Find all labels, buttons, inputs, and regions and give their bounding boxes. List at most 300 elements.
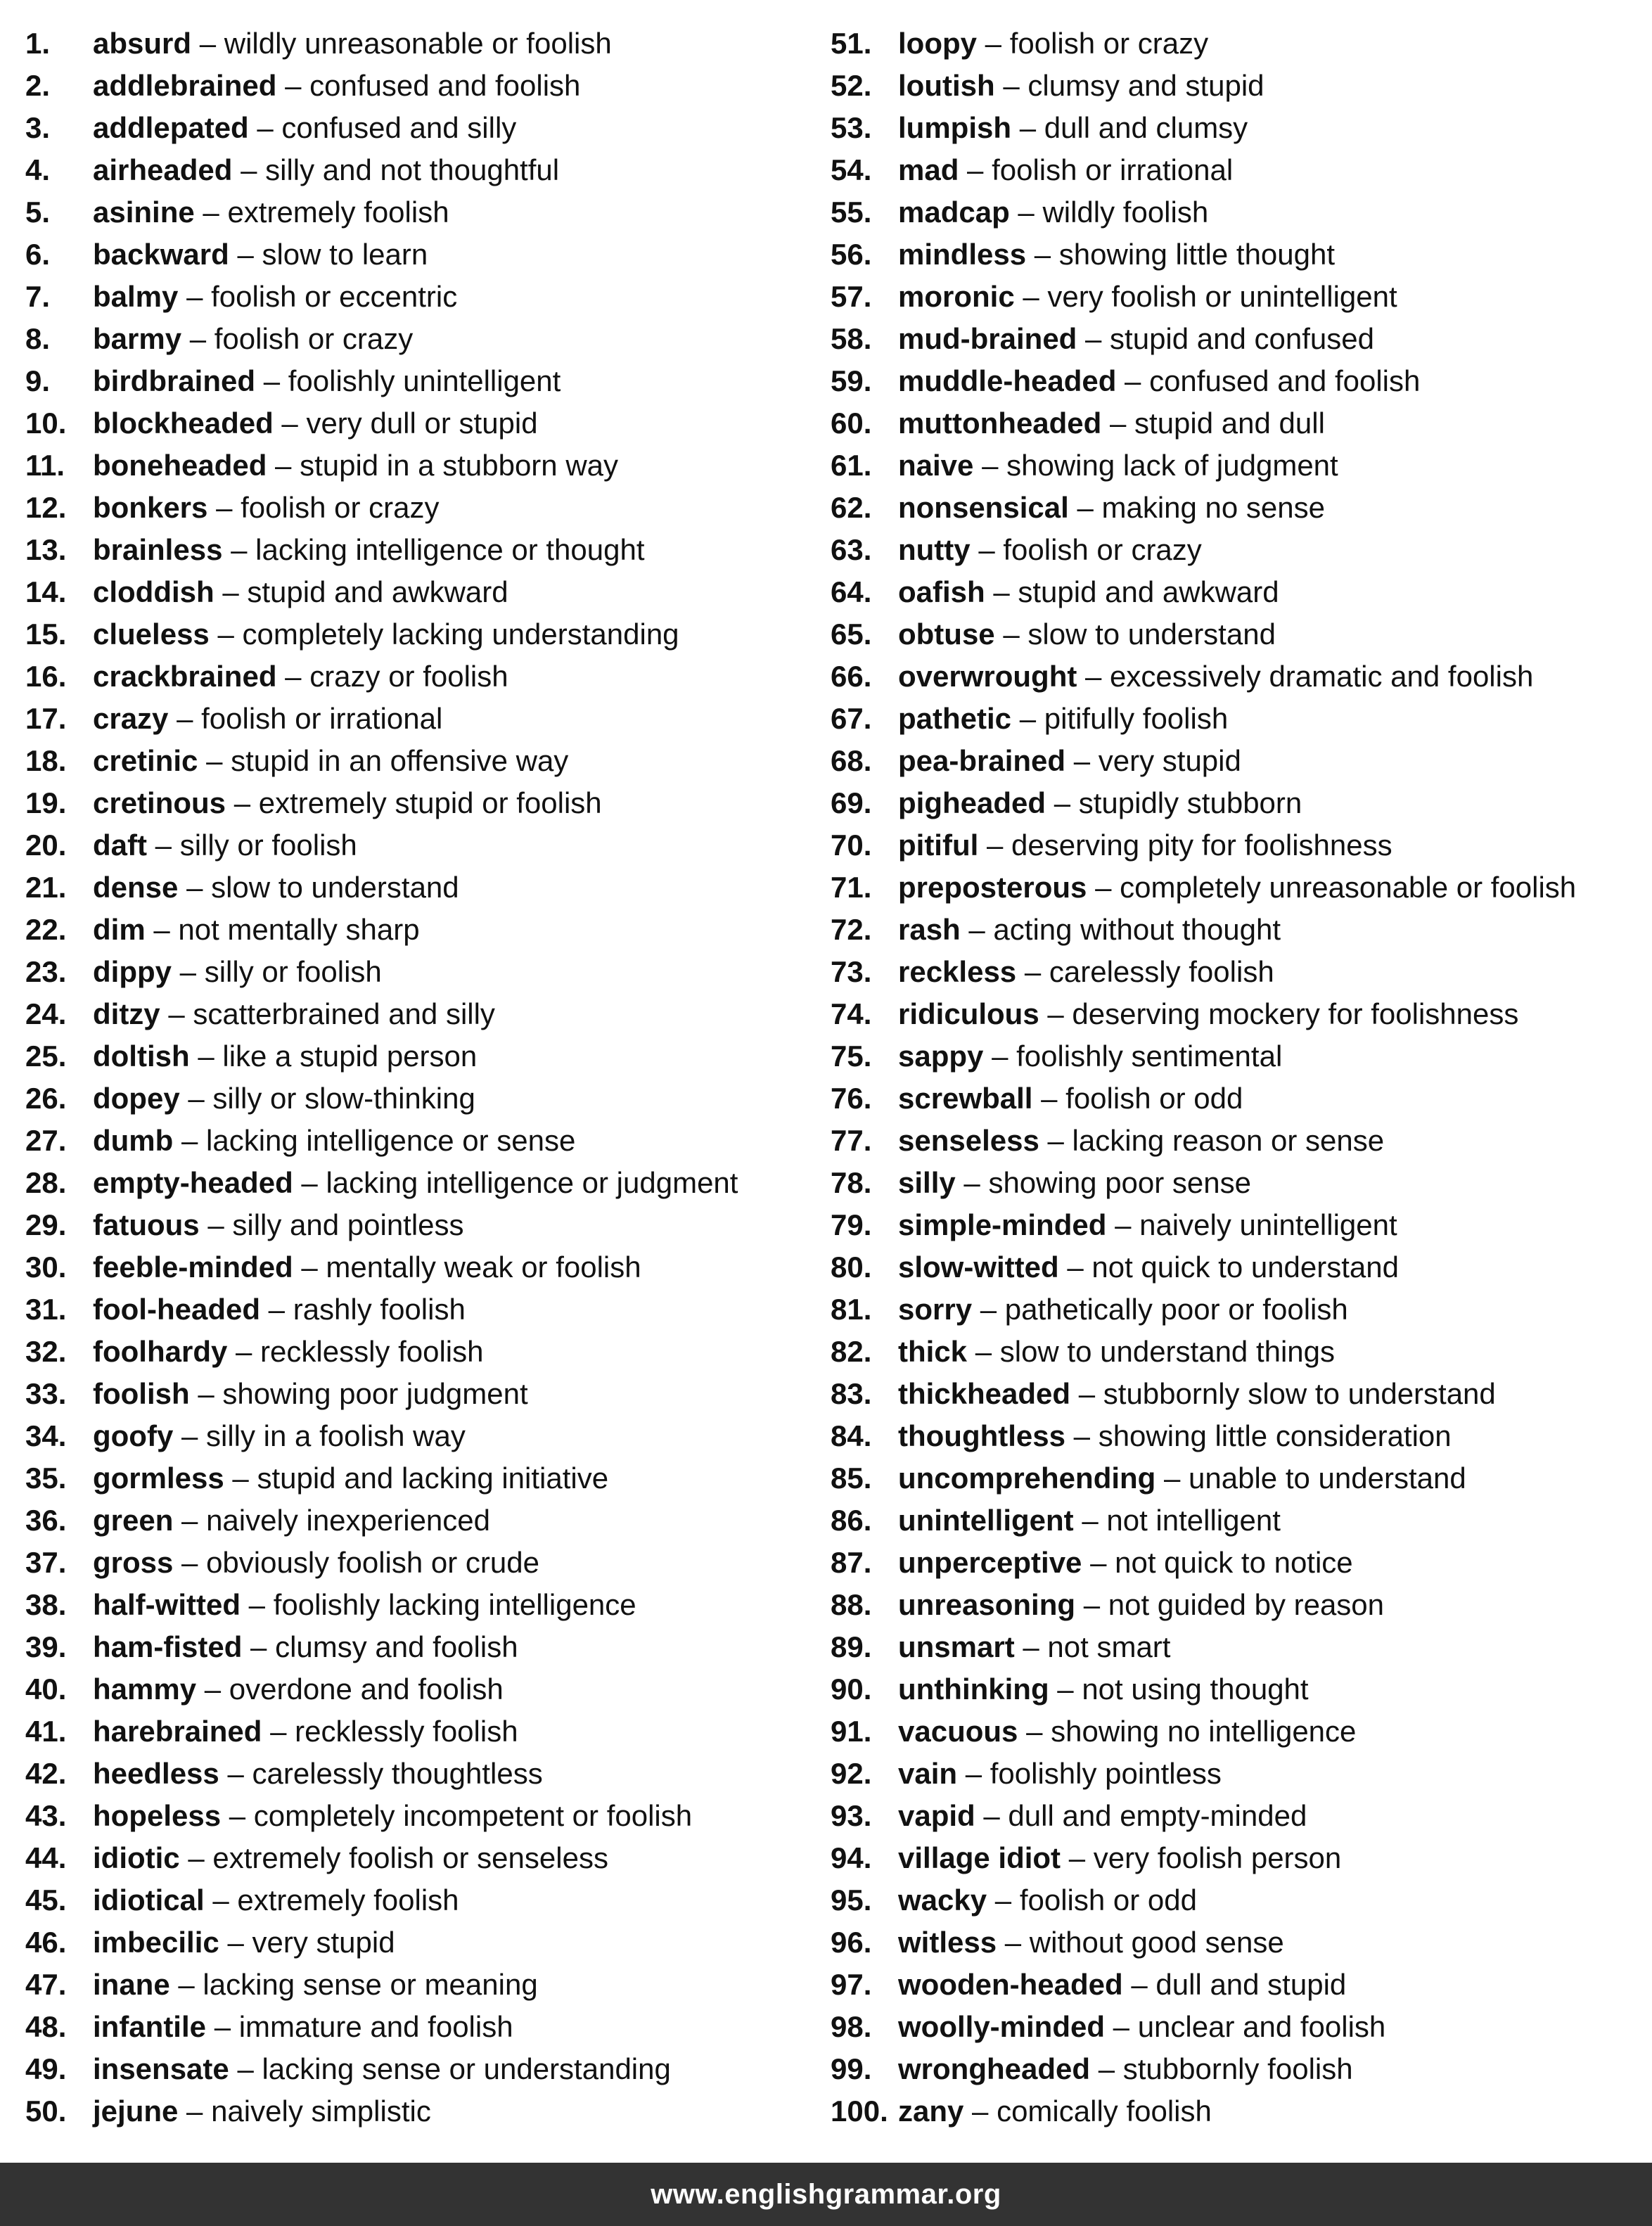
item-separator: – — [1034, 238, 1051, 271]
list-item — [25, 2006, 820, 2048]
item-word: thoughtless — [898, 1419, 1065, 1452]
item-word: addlebrained — [93, 69, 277, 102]
list-item — [831, 1373, 1646, 1415]
item-word: wacky — [898, 1883, 987, 1917]
item-definition: lacking intelligence or thought — [255, 533, 645, 566]
item-number: 27. — [25, 1124, 67, 1157]
item-definition: lacking sense or understanding — [262, 2052, 671, 2085]
item-number: 11. — [25, 449, 65, 482]
list-item — [831, 866, 1646, 909]
list-item — [831, 1457, 1646, 1499]
item-number: 62. — [831, 491, 872, 524]
item-separator: – — [986, 829, 1004, 862]
list-item — [25, 1584, 820, 1626]
list-item — [25, 613, 820, 655]
item-definition: silly or foolish — [204, 955, 382, 988]
item-number: 1. — [25, 27, 51, 60]
item-number: 68. — [831, 744, 872, 777]
item-separator: – — [1113, 2010, 1130, 2043]
item-separator: – — [177, 702, 193, 735]
item-definition: clumsy and stupid — [1027, 69, 1264, 102]
item-definition: slow to understand — [1027, 618, 1276, 651]
item-separator: – — [241, 153, 257, 186]
item-number: 97. — [831, 1968, 872, 2001]
item-separator: – — [1041, 1082, 1058, 1115]
item-definition: naively inexperienced — [206, 1504, 490, 1537]
item-number: 34. — [25, 1419, 67, 1452]
item-separator: – — [1073, 1419, 1091, 1452]
item-definition: unable to understand — [1189, 1461, 1466, 1495]
item-word: green — [93, 1504, 174, 1537]
item-number: 60. — [831, 407, 872, 440]
list-item — [831, 655, 1646, 698]
item-word: gross — [93, 1546, 174, 1579]
item-word: fatuous — [93, 1208, 200, 1241]
item-separator: – — [222, 575, 239, 608]
item-separator: – — [231, 533, 248, 566]
item-separator: – — [1115, 1208, 1132, 1241]
item-number: 30. — [25, 1250, 67, 1284]
item-definition: confused and silly — [281, 111, 517, 144]
item-definition: foolish or crazy — [1003, 533, 1202, 566]
item-word: muttonheaded — [898, 407, 1102, 440]
item-separator: – — [229, 1799, 246, 1832]
item-word: slow-witted — [898, 1250, 1059, 1284]
item-definition: silly and not thoughtful — [265, 153, 560, 186]
item-definition: pathetically poor or foolish — [1004, 1293, 1348, 1326]
item-separator: – — [982, 449, 999, 482]
list-item — [25, 23, 820, 65]
item-separator: – — [188, 1841, 205, 1874]
item-word: simple-minded — [898, 1208, 1107, 1241]
item-definition: deserving pity for foolishness — [1011, 829, 1392, 862]
item-word: witless — [898, 1926, 997, 1959]
item-separator: – — [1082, 1504, 1099, 1537]
item-separator: – — [237, 238, 254, 271]
item-number: 54. — [831, 153, 872, 186]
item-separator: – — [980, 1293, 997, 1326]
item-definition: extremely stupid or foolish — [258, 786, 602, 819]
list-item — [25, 824, 820, 866]
item-number: 96. — [831, 1926, 872, 1959]
item-definition: foolish or eccentric — [211, 280, 458, 313]
list-item — [831, 1964, 1646, 2006]
item-definition: not quick to notice — [1115, 1546, 1353, 1579]
item-word: uncomprehending — [898, 1461, 1156, 1495]
item-separator: – — [1019, 111, 1037, 144]
item-separator: – — [199, 27, 217, 60]
item-separator: – — [216, 491, 233, 524]
item-word: daft — [93, 829, 147, 862]
item-number: 71. — [831, 871, 872, 904]
list-item — [25, 782, 820, 824]
item-word: cretinous — [93, 786, 226, 819]
list-item — [25, 1626, 820, 1668]
item-word: foolish — [93, 1377, 190, 1410]
item-separator: – — [227, 1926, 244, 1959]
item-number: 29. — [25, 1208, 67, 1241]
item-number: 80. — [831, 1250, 872, 1284]
item-word: boneheaded — [93, 449, 267, 482]
item-word: cloddish — [93, 575, 214, 608]
item-definition: showing poor sense — [988, 1166, 1252, 1199]
list-item — [25, 1964, 820, 2006]
item-number: 16. — [25, 660, 67, 693]
item-definition: silly and pointless — [232, 1208, 464, 1241]
item-word: airheaded — [93, 153, 233, 186]
item-definition: completely unreasonable or foolish — [1120, 871, 1577, 904]
item-word: moronic — [898, 280, 1015, 313]
item-definition: unclear and foolish — [1137, 2010, 1386, 2043]
item-definition: completely lacking understanding — [242, 618, 679, 651]
item-number: 83. — [831, 1377, 872, 1410]
item-definition: slow to understand things — [999, 1335, 1336, 1368]
item-number: 76. — [831, 1082, 872, 1115]
item-word: loutish — [898, 69, 995, 102]
item-definition: wildly foolish — [1042, 196, 1209, 229]
item-word: silly — [898, 1166, 956, 1199]
list-item — [25, 318, 820, 360]
item-number: 15. — [25, 618, 67, 651]
item-separator: – — [217, 618, 234, 651]
item-number: 39. — [25, 1630, 67, 1663]
item-separator: – — [268, 1293, 286, 1326]
item-number: 94. — [831, 1841, 872, 1874]
item-definition: obviously foolish or crude — [206, 1546, 539, 1579]
item-definition: very dull or stupid — [306, 407, 538, 440]
item-separator: – — [1077, 491, 1094, 524]
item-definition: stupid in an offensive way — [231, 744, 569, 777]
list-item — [831, 1288, 1646, 1331]
list-item — [831, 1837, 1646, 1879]
item-separator: – — [983, 1799, 1000, 1832]
item-separator: – — [985, 27, 1002, 60]
item-separator: – — [1085, 660, 1102, 693]
list-item — [831, 1879, 1646, 1921]
list-item — [831, 1584, 1646, 1626]
list-item — [831, 1077, 1646, 1120]
item-separator: – — [301, 1166, 318, 1199]
item-separator: – — [275, 449, 292, 482]
item-number: 73. — [831, 955, 872, 988]
item-number: 31. — [25, 1293, 67, 1326]
item-word: idiotical — [93, 1883, 205, 1917]
item-definition: stupid and lacking initiative — [257, 1461, 609, 1495]
list-item — [25, 571, 820, 613]
item-number: 90. — [831, 1672, 872, 1706]
item-number: 69. — [831, 786, 872, 819]
item-separator: – — [153, 913, 170, 946]
list-item — [831, 1795, 1646, 1837]
list-item — [831, 1753, 1646, 1795]
list-item — [831, 65, 1646, 107]
item-definition: showing little consideration — [1098, 1419, 1452, 1452]
item-word: hopeless — [93, 1799, 222, 1832]
item-number: 44. — [25, 1841, 67, 1874]
item-word: oafish — [898, 575, 985, 608]
item-word: half-witted — [93, 1588, 241, 1621]
item-definition: excessively dramatic and foolish — [1110, 660, 1534, 693]
item-number: 55. — [831, 196, 872, 229]
item-word: dumb — [93, 1124, 174, 1157]
item-number: 57. — [831, 280, 872, 313]
item-separator: – — [198, 1377, 214, 1410]
item-definition: extremely foolish — [237, 1883, 459, 1917]
list-item — [25, 1753, 820, 1795]
item-definition: overdone and foolish — [229, 1672, 504, 1706]
item-word: senseless — [898, 1124, 1039, 1157]
item-separator: – — [203, 196, 219, 229]
item-number: 28. — [25, 1166, 67, 1199]
item-separator: – — [181, 1419, 198, 1452]
item-separator: – — [1057, 1672, 1074, 1706]
item-word: wrongheaded — [898, 2052, 1091, 2085]
item-word: unreasoning — [898, 1588, 1076, 1621]
list-item — [25, 1542, 820, 1584]
item-definition: mentally weak or foolish — [326, 1250, 641, 1284]
item-word: asinine — [93, 196, 195, 229]
item-separator: – — [233, 786, 251, 819]
list-item — [25, 487, 820, 529]
item-number: 13. — [25, 533, 67, 566]
item-word: mad — [898, 153, 959, 186]
item-definition: confused and foolish — [309, 69, 581, 102]
item-definition: dull and empty-minded — [1008, 1799, 1307, 1832]
item-number: 77. — [831, 1124, 872, 1157]
item-number: 50. — [25, 2094, 67, 2128]
list-item — [831, 571, 1646, 613]
item-word: gormless — [93, 1461, 224, 1495]
list-item — [831, 487, 1646, 529]
list-item — [831, 613, 1646, 655]
item-definition: stupid and awkward — [247, 575, 508, 608]
list-item — [831, 1710, 1646, 1753]
item-number: 61. — [831, 449, 872, 482]
item-word: unintelligent — [898, 1504, 1074, 1537]
item-number: 58. — [831, 322, 872, 355]
item-definition: foolish or odd — [1019, 1883, 1197, 1917]
item-definition: showing no intelligence — [1051, 1715, 1357, 1748]
list-item — [25, 1035, 820, 1077]
item-definition: comically foolish — [997, 2094, 1212, 2128]
item-separator: – — [181, 1504, 198, 1537]
item-word: dense — [93, 871, 179, 904]
item-word: infantile — [93, 2010, 207, 2043]
item-definition: lacking intelligence or sense — [206, 1124, 576, 1157]
item-number: 17. — [25, 702, 67, 735]
item-number: 85. — [831, 1461, 872, 1495]
item-definition: recklessly foolish — [295, 1715, 518, 1748]
item-definition: rashly foolish — [293, 1293, 466, 1326]
item-word: ditzy — [93, 997, 160, 1030]
item-separator: – — [1125, 364, 1141, 397]
item-word: lumpish — [898, 111, 1012, 144]
item-definition: foolishly lacking intelligence — [273, 1588, 636, 1621]
list-item — [25, 2090, 820, 2132]
item-separator: – — [1018, 196, 1035, 229]
item-number: 23. — [25, 955, 67, 988]
list-item — [25, 65, 820, 107]
item-definition: foolish or odd — [1065, 1082, 1243, 1115]
item-word: clueless — [93, 618, 210, 651]
item-number: 45. — [25, 1883, 67, 1917]
item-definition: wildly unreasonable or foolish — [224, 27, 612, 60]
item-number: 66. — [831, 660, 872, 693]
item-separator: – — [188, 1082, 205, 1115]
item-definition: foolish or crazy — [241, 491, 440, 524]
item-number: 79. — [831, 1208, 872, 1241]
item-word: rash — [898, 913, 961, 946]
item-word: zany — [898, 2094, 964, 2128]
item-word: woolly-minded — [898, 2010, 1105, 2043]
item-definition: not using thought — [1082, 1672, 1309, 1706]
list-item — [25, 444, 820, 487]
list-item — [831, 782, 1646, 824]
item-number: 86. — [831, 1504, 872, 1537]
list-item — [25, 993, 820, 1035]
item-word: naive — [898, 449, 974, 482]
list-item — [831, 1499, 1646, 1542]
item-definition: stubbornly slow to understand — [1103, 1377, 1496, 1410]
item-number: 46. — [25, 1926, 67, 1959]
item-word: inane — [93, 1968, 170, 2001]
item-word: dopey — [93, 1082, 180, 1115]
footer-url[interactable]: www.englishgrammar.org — [651, 2178, 1001, 2210]
item-word: harebrained — [93, 1715, 262, 1748]
item-separator: – — [281, 407, 298, 440]
list-item — [831, 993, 1646, 1035]
item-word: foolhardy — [93, 1335, 228, 1368]
item-definition: showing little thought — [1058, 238, 1336, 271]
item-word: goofy — [93, 1419, 174, 1452]
item-definition: stupid and awkward — [1018, 575, 1279, 608]
item-separator: – — [236, 1335, 252, 1368]
item-separator: – — [1083, 1588, 1101, 1621]
item-separator: – — [1047, 997, 1064, 1030]
item-number: 40. — [25, 1672, 67, 1706]
item-word: crackbrained — [93, 660, 277, 693]
item-definition: very stupid — [1098, 744, 1241, 777]
list-item — [25, 529, 820, 571]
list-item — [25, 276, 820, 318]
item-number: 26. — [25, 1082, 67, 1115]
item-word: imbecilic — [93, 1926, 219, 1959]
item-word: barmy — [93, 322, 182, 355]
list-item — [831, 107, 1646, 149]
list-item — [25, 1162, 820, 1204]
list-item — [25, 1077, 820, 1120]
footer-bar — [0, 2163, 1652, 2226]
item-word: pathetic — [898, 702, 1012, 735]
item-word: pitiful — [898, 829, 979, 862]
item-number: 5. — [25, 196, 51, 229]
item-definition: scatterbrained and silly — [193, 997, 495, 1030]
item-number: 32. — [25, 1335, 67, 1368]
item-separator: – — [1026, 1715, 1043, 1748]
item-definition: crazy or foolish — [309, 660, 508, 693]
item-word: thick — [898, 1335, 968, 1368]
list-item — [831, 698, 1646, 740]
list-item — [25, 107, 820, 149]
item-definition: clumsy and foolish — [275, 1630, 518, 1663]
item-word: screwball — [898, 1082, 1033, 1115]
item-separator: – — [270, 1715, 287, 1748]
list-item — [831, 909, 1646, 951]
list-item — [831, 1668, 1646, 1710]
item-definition: carelessly foolish — [1049, 955, 1274, 988]
list-item — [831, 276, 1646, 318]
item-separator: – — [967, 153, 984, 186]
list-item — [25, 1415, 820, 1457]
item-separator: – — [1047, 1124, 1064, 1157]
item-number: 6. — [25, 238, 51, 271]
item-number: 99. — [831, 2052, 872, 2085]
list-item — [25, 1331, 820, 1373]
item-separator: – — [227, 1757, 244, 1790]
item-number: 8. — [25, 322, 51, 355]
item-word: mud-brained — [898, 322, 1077, 355]
item-separator: – — [186, 871, 203, 904]
item-separator: – — [975, 1335, 992, 1368]
list-item — [831, 1246, 1646, 1288]
item-number: 64. — [831, 575, 872, 608]
item-definition: confused and foolish — [1149, 364, 1421, 397]
item-definition: naively unintelligent — [1139, 1208, 1397, 1241]
list-item — [25, 1120, 820, 1162]
list-item — [25, 1668, 820, 1710]
item-definition: extremely foolish or senseless — [212, 1841, 608, 1874]
item-word: ridiculous — [898, 997, 1039, 1030]
list-item — [25, 698, 820, 740]
list-item — [25, 1921, 820, 1964]
item-number: 67. — [831, 702, 872, 735]
item-definition: stupid and dull — [1134, 407, 1325, 440]
item-number: 12. — [25, 491, 67, 524]
item-separator: – — [1003, 618, 1020, 651]
item-definition: stupidly stubborn — [1078, 786, 1302, 819]
item-word: hammy — [93, 1672, 197, 1706]
list-item — [831, 1331, 1646, 1373]
item-number: 49. — [25, 2052, 67, 2085]
item-word: dim — [93, 913, 146, 946]
item-number: 22. — [25, 913, 67, 946]
item-definition: foolish or crazy — [1009, 27, 1209, 60]
list-item — [831, 529, 1646, 571]
item-word: sorry — [898, 1293, 973, 1326]
item-word: feeble-minded — [93, 1250, 293, 1284]
item-separator: – — [257, 111, 274, 144]
list-item — [25, 1373, 820, 1415]
item-separator: – — [1078, 1377, 1096, 1410]
list-item — [831, 23, 1646, 65]
item-word: absurd — [93, 27, 192, 60]
item-word: madcap — [898, 196, 1010, 229]
item-number: 92. — [831, 1757, 872, 1790]
item-separator: – — [968, 913, 985, 946]
item-separator: – — [1054, 786, 1071, 819]
item-definition: lacking reason or sense — [1072, 1124, 1385, 1157]
item-number: 19. — [25, 786, 67, 819]
item-number: 75. — [831, 1040, 872, 1073]
item-definition: very stupid — [252, 1926, 395, 1959]
item-word: pea-brained — [898, 744, 1066, 777]
item-number: 59. — [831, 364, 872, 397]
item-word: jejune — [93, 2094, 179, 2128]
list-item — [831, 234, 1646, 276]
item-separator: – — [198, 1040, 214, 1073]
item-number: 36. — [25, 1504, 67, 1537]
item-definition: slow to learn — [262, 238, 428, 271]
